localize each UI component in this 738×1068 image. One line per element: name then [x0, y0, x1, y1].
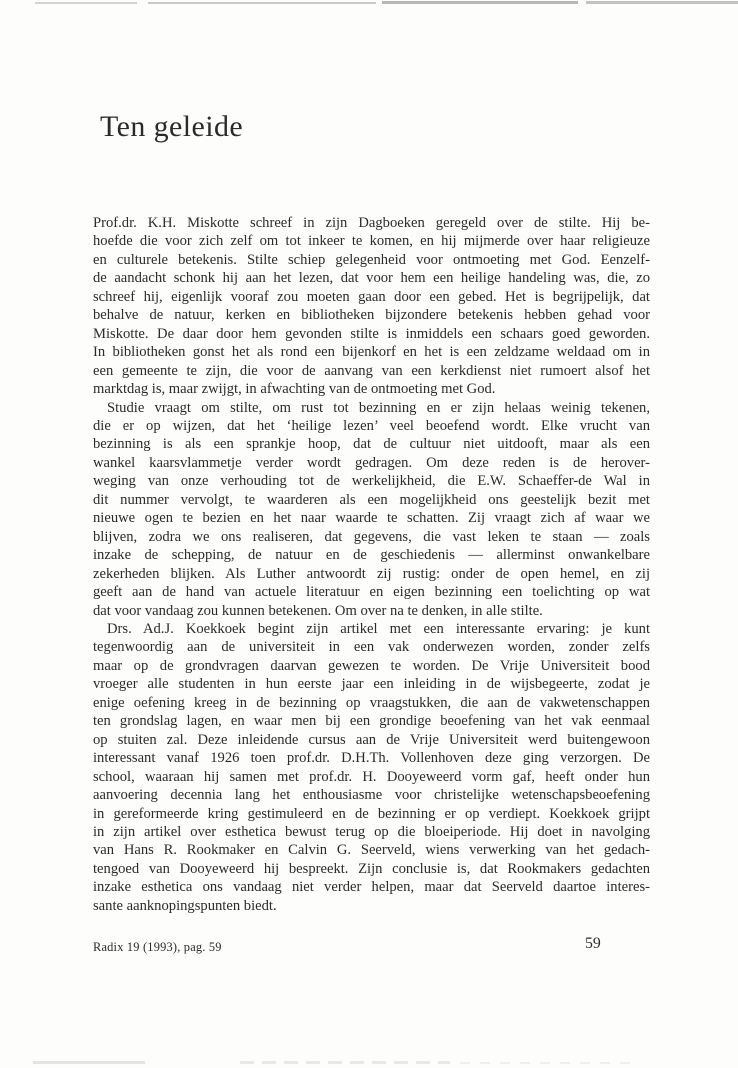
text-line: Drs. Ad.J. Koekkoek begint zijn artikel met een interessante ervaring: je kunt [107, 620, 650, 637]
text-line: en culturele betekenis. Stilte schiep gelegenheid voor ontmoeting met God. Eenzelf- [93, 251, 650, 268]
scan-artifact-top-edge [148, 2, 376, 4]
text-line: de aandacht schonk hij aan het lezen, dat voor hem een heilige handeling was, die, zo [93, 270, 650, 287]
text-line: marktdag is, maar zwijgt, in afwachting van de ontmoeting met God. [93, 381, 496, 398]
journal-citation: Radix 19 (1993), pag. 59 [93, 940, 222, 954]
text-line: Prof.dr. K.H. Miskotte schreef in zijn Dagboeken geregeld over de stilte. Hij be- [93, 215, 650, 231]
scan-artifact-bottom-edge [460, 1062, 640, 1064]
text-line: vroeger alle studenten in hun eerste jaar een inleiding in de wijsbegeerte, zodat je [93, 676, 650, 693]
text-line: in zijn artikel over esthetica bewust terug op die bloeiperiode. Hij doet in navolging [93, 823, 650, 840]
text-line: schreef hij, eigenlijk vooraf zou moeten gaan door een gebed. Het is begrijpelijk, dat [93, 288, 650, 305]
scan-artifact-top-edge [35, 2, 137, 4]
text-line: zekerheden blijken. Als Luther antwoordt zij rustig: onder de open hemel, en zij [93, 565, 650, 582]
text-line: behalve de natuur, kerken en bibliotheken bijzondere betekenis hebben gehad voor [93, 307, 650, 324]
text-line: weging van onze verhouding tot de werkelijkheid, die E.W. Schaeffer-de Wal in [93, 473, 650, 490]
text-line: tegenwoordig aan de universiteit in een vak onderwezen worden, zonder zelfs [93, 639, 650, 656]
text-line: aanvoering decennia lang het enthousiasme voor christelijke wetenschapsbeoefening [93, 787, 650, 804]
page-number: 59 [585, 935, 601, 952]
text-line: dat voor vandaag zou kunnen betekenen. Om over na te denken, in alle stilte. [93, 602, 543, 619]
text-line: in gereformeerde kring gestimuleerd en de bezinning er op verdiept. Koekkoek grijpt [93, 805, 650, 822]
text-line: Studie vraagt om stilte, om rust tot bezinning en er zijn helaas weinig tekenen, [107, 399, 650, 416]
text-line: geeft aan de hand van actuele literatuur en eigen bezinning een toelichting op wat [93, 584, 650, 601]
paragraph [93, 620, 650, 915]
paragraph [93, 399, 650, 620]
text-line: interessant vanaf 1926 toen prof.dr. D.H.Th. Vollenhoven deze ging verzorgen. De [93, 750, 650, 767]
body-text [93, 214, 650, 915]
text-line: een gemeente te zijn, die voor de aanvang van een kerkdienst niet rumoert alsof het [93, 362, 650, 379]
text-line: bezinning is als een sprankje hoop, dat de cultuur niet uitdooft, maar als een [93, 436, 650, 453]
text-line: wankel kaarsvlammetje verder wordt gedragen. Om deze reden is de herover- [93, 454, 650, 471]
text-line: inzake de schepping, de natuur en de geschiedenis — allerminst onwankelbare [93, 547, 650, 564]
text-line: van Hans R. Rookmaker en Calvin G. Seerveld, wiens verwerking van het gedach- [93, 842, 650, 859]
scan-artifact-top-edge [382, 1, 578, 4]
text-line: blijven, zodra we ons realiseren, dat gegevens, die vast leken te staan — zoals [93, 528, 650, 545]
text-line: nieuwe ogen te bezien en het naar waarde te schatten. Zij vraagt zich af waar we [93, 510, 650, 527]
text-line: enige oefening kreeg in de bezinning op vraagstukken, die aan de vakwetenschappen [93, 694, 650, 711]
scan-artifact-top-edge [586, 1, 738, 4]
text-line: tengoed van Dooyeweerd hij bespreekt. Zijn conclusie is, dat Rookmakers gedachten [93, 860, 650, 877]
text-line: maar op de grondvragen daarvan gewezen te worden. De Vrije Universiteit bood [93, 657, 650, 674]
text-line: Miskotte. De daar door hem gevonden stilte is inmiddels een schaars goed geworden. [93, 325, 650, 342]
text-line: hoefde die voor zich zelf om tot inkeer te komen, en hij mijmerde over haar religieuze [93, 233, 650, 250]
text-line: op stuiten zal. Deze inleidende cursus aan de Vrije Universiteit werd buitengewoon [93, 731, 650, 748]
page-title: Ten geleide [100, 110, 244, 143]
scan-artifact-bottom-edge [240, 1061, 450, 1064]
text-line: die er op wijzen, dat het ‘heilige lezen’ veel beoefend wordt. Elke vrucht van [93, 417, 650, 434]
scan-artifact-bottom-edge [33, 1061, 145, 1064]
text-line: In bibliotheken gonst het als rond een bijenkorf en het is een zeldzame weldaad om in [93, 344, 650, 361]
text-line: dit nummer vervolgt, te waarderen als een mogelijkheid ons geestelijk bezit met [93, 491, 650, 508]
text-line: ten grondslag lagen, en waar men bij een grondige beoefening van het vak eenmaal [93, 713, 650, 730]
paragraph [93, 214, 650, 399]
text-line: inzake esthetica ons vandaag niet verder helpen, maar dat Seerveld daartoe interes- [93, 879, 650, 896]
text-line: school, waaraan hij samen met prof.dr. H. Dooyeweerd vorm gaf, heeft onder hun [93, 768, 650, 785]
text-line: sante aanknopingspunten biedt. [93, 897, 277, 914]
